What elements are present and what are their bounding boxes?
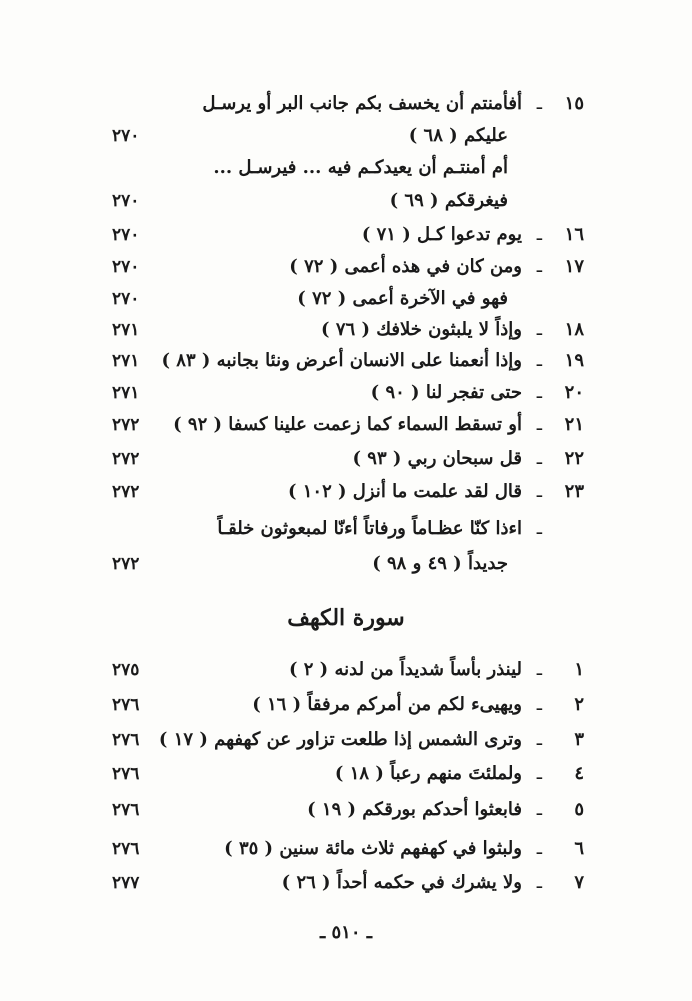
entry-text: فيغرقكم ( ٦٩ )	[389, 190, 508, 211]
entry-dash: ـ	[536, 518, 542, 539]
entry-dash: ـ	[536, 319, 542, 340]
entry-row	[0, 476, 692, 508]
entry-dash: ـ	[536, 729, 542, 750]
page-number: ـ ٥١٠ ـ	[319, 922, 373, 943]
entry-row	[0, 251, 692, 283]
entry-row	[0, 409, 692, 441]
entry-text: فهو في الآخرة أعمى ( ٧٢ )	[297, 288, 508, 309]
entry-number: ٢١	[564, 414, 584, 435]
entry-text: فابعثوا أحدكم بورقكم ( ١٩ )	[307, 799, 522, 820]
entry-row	[0, 548, 692, 580]
entry-row	[0, 152, 692, 184]
entry-number: ١٥	[564, 93, 584, 114]
entry-page: ٢٧٦	[112, 764, 140, 784]
entry-number: ١٧	[564, 256, 584, 277]
entry-page: ٢٧٠	[112, 257, 140, 277]
entry-dash: ـ	[536, 694, 542, 715]
entry-page: ٢٧٦	[112, 695, 140, 715]
entry-text: ولملئتَ منهم رعباً ( ١٨ )	[334, 763, 522, 784]
entry-dash: ـ	[536, 838, 542, 859]
entry-dash: ـ	[536, 481, 542, 502]
entry-dash: ـ	[536, 93, 542, 114]
entry-text: قل سبحان ربي ( ٩٣ )	[352, 448, 522, 469]
entry-number: ٦	[574, 838, 584, 859]
entry-row	[0, 794, 692, 826]
entry-dash: ـ	[536, 799, 542, 820]
entry-dash: ـ	[536, 414, 542, 435]
entry-row	[0, 88, 692, 120]
entry-text: وإذا أنعمنا على الانسان أعرض ونئا بجانبه ( ٨٣ )	[161, 350, 522, 371]
entry-number: ١٦	[564, 224, 584, 245]
entry-page: ٢٧٠	[112, 126, 140, 146]
entry-page: ٢٧٢	[112, 449, 140, 469]
entry-text: ومن كان في هذه أعمى ( ٧٢ )	[289, 256, 522, 277]
entry-row	[0, 513, 692, 545]
entry-dash: ـ	[536, 224, 542, 245]
entry-page: ٢٧١	[112, 320, 140, 340]
entry-page: ٢٧٠	[112, 225, 140, 245]
entry-number: ٥	[574, 799, 584, 820]
entry-row	[0, 758, 692, 790]
entry-text: جديداً ( ٤٩ و ٩٨ )	[372, 553, 508, 574]
entry-dash: ـ	[536, 872, 542, 893]
entry-text: اءذا كنّا عظـاماً ورفاتاً أءنّا لمبعوثون خلقـاً	[217, 518, 522, 539]
entry-text: أم أمنتـم أن يعيدكـم فيه ... فيرسـل ...	[213, 157, 508, 178]
entry-text: قال لقد علمت ما أنزل ( ١٠٢ )	[287, 481, 522, 502]
entry-row	[0, 120, 692, 152]
entry-text: ويهيىء لكم من أمركم مرفقاً ( ١٦ )	[252, 694, 522, 715]
entry-page: ٢٧١	[112, 351, 140, 371]
entry-page: ٢٧٢	[112, 554, 140, 574]
entry-page: ٢٧٠	[112, 191, 140, 211]
entry-dash: ـ	[536, 448, 542, 469]
entry-number: ٧	[574, 872, 584, 893]
entry-page: ٢٧٧	[112, 873, 140, 893]
entry-text: وترى الشمس إذا طلعت تزاور عن كهفهم ( ١٧ )	[158, 729, 522, 750]
entry-number: ٤	[574, 763, 584, 784]
entry-number: ٢٢	[564, 448, 584, 469]
entry-number: ١	[574, 659, 584, 680]
entry-number: ٣	[574, 729, 584, 750]
entry-number: ٢٣	[564, 481, 584, 502]
entry-row	[0, 654, 692, 686]
entry-page: ٢٧١	[112, 383, 140, 403]
entry-row	[0, 314, 692, 346]
entry-row	[0, 377, 692, 409]
entry-number: ٢٠	[564, 382, 584, 403]
entry-number: ٢	[574, 694, 584, 715]
entry-dash: ـ	[536, 763, 542, 784]
entry-number: ١٨	[564, 319, 584, 340]
entry-text: وإذاً لا يلبثون خلافك ( ٧٦ )	[321, 319, 522, 340]
entry-dash: ـ	[536, 382, 542, 403]
entry-page: ٢٧٢	[112, 415, 140, 435]
entry-number: ١٩	[564, 350, 584, 371]
entry-text: لينذر بأساً شديداً من لدنه ( ٢ )	[288, 659, 522, 680]
entry-page: ٢٧٥	[112, 660, 140, 680]
entry-text: أو تسقط السماء كما زعمت علينا كسفا ( ٩٢ )	[173, 414, 522, 435]
entry-row	[0, 185, 692, 217]
entry-text: ولا يشرك في حكمه أحداً ( ٢٦ )	[281, 872, 522, 893]
entry-page: ٢٧٢	[112, 482, 140, 502]
entry-text: يوم تدعوا كـل ( ٧١ )	[361, 224, 522, 245]
entry-row	[0, 219, 692, 251]
entry-page: ٢٧٦	[112, 839, 140, 859]
entry-row	[0, 724, 692, 756]
entry-dash: ـ	[536, 256, 542, 277]
entry-row	[0, 867, 692, 899]
entry-row	[0, 689, 692, 721]
entry-row	[0, 443, 692, 475]
entry-page: ٢٧٦	[112, 800, 140, 820]
entry-row	[0, 833, 692, 865]
entry-page: ٢٧٦	[112, 730, 140, 750]
entry-dash: ـ	[536, 350, 542, 371]
entry-page: ٢٧٠	[112, 289, 140, 309]
surah-heading: سورة الكهف	[287, 605, 405, 631]
entry-text: حتى تفجر لنا ( ٩٠ )	[370, 382, 522, 403]
entry-row	[0, 345, 692, 377]
entry-row	[0, 283, 692, 315]
entry-dash: ـ	[536, 659, 542, 680]
entry-text: ولبثوا في كهفهم ثلاث مائة سنين ( ٣٥ )	[224, 838, 522, 859]
entry-text: أفأمنتم أن يخسف بكم جانب البر أو يرسـل	[202, 93, 522, 114]
entry-text: عليكم ( ٦٨ )	[408, 125, 508, 146]
